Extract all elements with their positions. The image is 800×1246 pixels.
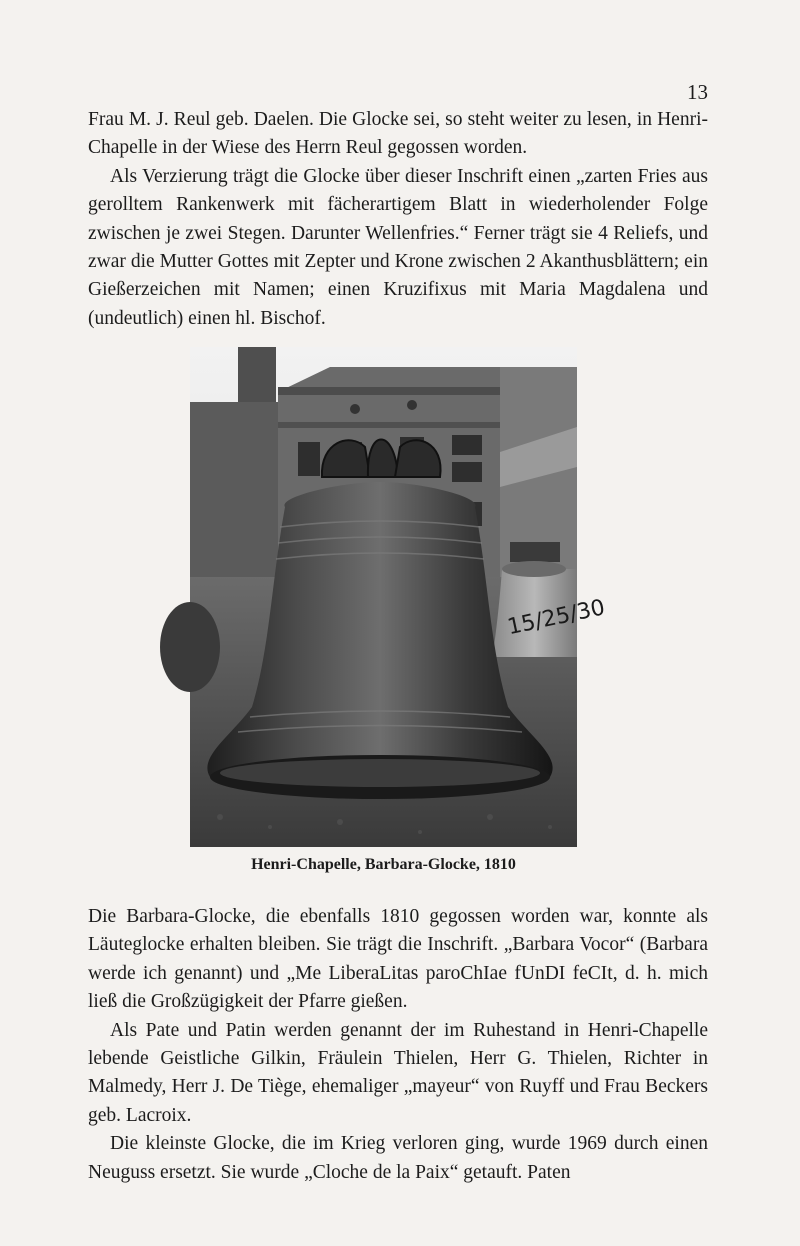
paragraph: Frau M. J. Reul geb. Daelen. Die Glocke sei, so steht weiter zu lesen, in Henri-Chapelle in der Wiese des Herrn Reul gegossen worden. (88, 109, 708, 159)
paragraph: Als Pate und Patin werden genannt der im Ruhestand in Henri-Chapelle lebende Geistliche Gilkin, Fräulein Thielen, Herr G. Thielen, Richter in Malmedy, Herr J. De Tiège, ehemaliger „mayeur“ von Ruyff und Frau Beckers geb. Lacroix. (88, 1019, 708, 1126)
figure-caption: Henri-Chapelle, Barbara-Glocke, 1810 (251, 856, 516, 873)
bell-photograph (190, 347, 608, 847)
bell-marking: 15/25/30 (505, 595, 608, 641)
text-block-bottom (88, 903, 708, 1187)
paragraph: Die kleinste Glocke, die im Krieg verloren ging, wurde 1969 durch einen Neuguss ersetzt. Sie wurde „Cloche de la Paix“ getauft. Paten (88, 1133, 708, 1183)
paragraph: Als Verzierung trägt die Glocke über dieser Inschrift einen „zarten Fries aus gerolltem Rankenwerk mit fächerartigem Blatt in wiederholender Folge zwischen je zwei Stegen. Darunter Wellenfries.“ Ferner trägt sie 4 Reliefs, und zwar die Mutter Gottes mit Zepter und Krone zwischen 2 Akanthusblättern; ein Gießerzeichen mit Namen; einen Kruzifixus mit Maria Magdalena und (undeutlich) einen hl. Bischof. (88, 165, 708, 329)
page-number: 13 (687, 80, 708, 104)
text-block-top (88, 106, 708, 333)
paragraph: Die Barbara-Glocke, die ebenfalls 1810 gegossen worden war, konnte als Läuteglocke erhalten bleiben. Sie trägt die Inschrift. „Barbara Vocor“ (Barbara werde ich genannt) und „Me LiberaLitas paroChIae fUnDI feCIt, d. h. mich ließ die Großzügigkeit der Pfarre gießen. (88, 906, 708, 1013)
